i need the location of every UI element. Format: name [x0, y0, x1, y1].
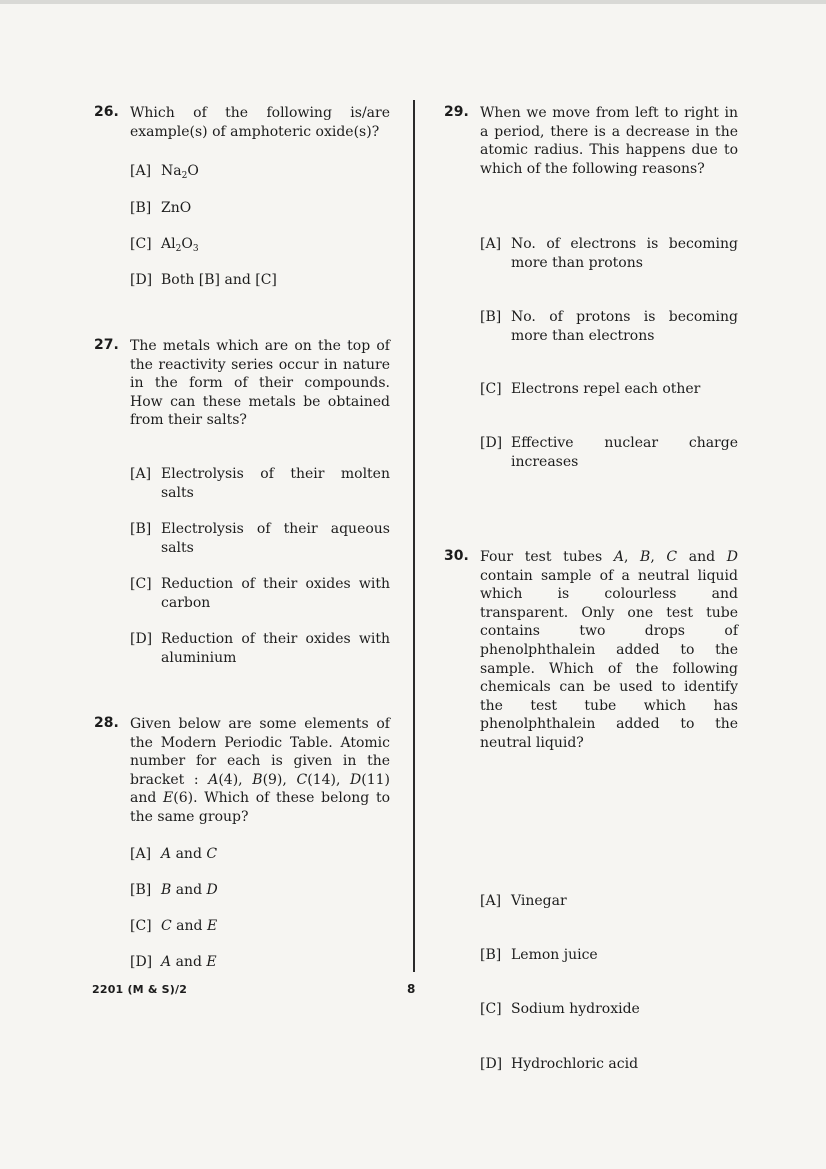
- question-text: Four test tubes A, B, C and D contain sample of a neutral liquid which is colourless and transparent. Only one test tube contains two drops of phenolphthalein added to the sample. Which of the following chemicals can be used to identify the test tube which has phenolphthalein added to the neutral liquid?: [480, 549, 738, 751]
- option-label: [C]: [130, 236, 152, 252]
- option-label: [A]: [130, 846, 152, 862]
- option-text: $Al_2O_3$: [161, 236, 199, 254]
- option-text: $Na_2O$: [161, 163, 199, 181]
- option-text: Reduction of their oxides with carbon: [161, 576, 390, 611]
- option-text: A and C: [161, 846, 218, 862]
- option-c[interactable]: [130, 575, 390, 612]
- booklet-code: 2201 (M & S)/2: [92, 983, 188, 996]
- option-label: [B]: [130, 882, 152, 898]
- option-text: A and E: [161, 954, 217, 970]
- option-label: [D]: [130, 954, 153, 970]
- option-a[interactable]: [130, 845, 390, 864]
- option-c[interactable]: [130, 235, 390, 254]
- option-label: [D]: [130, 631, 153, 647]
- option-d[interactable]: [480, 1055, 738, 1074]
- question-number: 29.: [444, 104, 469, 120]
- question-text: When we move from left to right in a period, there is a decrease in the atomic radius. This happens due to which of the following reasons?: [480, 105, 738, 177]
- option-d[interactable]: [480, 434, 738, 471]
- option-label: [B]: [480, 309, 502, 325]
- option-label: [D]: [480, 1056, 503, 1072]
- option-text: No. of electrons is becoming more than protons: [511, 236, 738, 271]
- option-d[interactable]: [130, 953, 390, 972]
- option-label: [A]: [480, 893, 502, 909]
- option-text: Sodium hydroxide: [511, 1001, 640, 1017]
- option-label: [C]: [480, 381, 502, 397]
- option-b[interactable]: [130, 199, 390, 218]
- option-d[interactable]: [130, 271, 390, 290]
- option-d[interactable]: [130, 630, 390, 667]
- option-a[interactable]: [480, 892, 738, 911]
- option-text: C and E: [161, 918, 218, 934]
- option-text: Electrolysis of their aqueous salts: [161, 521, 390, 556]
- option-text: Both [B] and [C]: [161, 272, 277, 288]
- option-b[interactable]: [480, 308, 738, 345]
- option-c[interactable]: [480, 1000, 738, 1019]
- question-text: Which of the following is/are example(s) of amphoteric oxide(s)?: [130, 105, 390, 140]
- question-27: [94, 337, 390, 666]
- option-a[interactable]: [480, 235, 738, 272]
- option-text: Electrolysis of their molten salts: [161, 466, 390, 501]
- option-a[interactable]: [130, 465, 390, 502]
- option-c[interactable]: [130, 917, 390, 936]
- page-top-edge: [0, 0, 826, 4]
- option-label: [D]: [480, 435, 503, 451]
- option-label: [A]: [130, 163, 152, 179]
- option-text: Reduction of their oxides with aluminium: [161, 631, 390, 666]
- option-label: [C]: [480, 1001, 502, 1017]
- option-label: [B]: [130, 521, 152, 537]
- option-label: [A]: [130, 466, 152, 482]
- page-number: 8: [407, 982, 416, 996]
- question-number: 27.: [94, 337, 119, 353]
- option-label: [A]: [480, 236, 502, 252]
- option-text: Vinegar: [511, 893, 567, 909]
- question-30: [444, 548, 738, 1072]
- option-label: [C]: [130, 918, 152, 934]
- option-c[interactable]: [480, 380, 738, 399]
- option-label: [B]: [130, 200, 152, 216]
- option-label: [D]: [130, 272, 153, 288]
- option-text: B and D: [161, 882, 218, 898]
- option-text: Electrons repel each other: [511, 381, 701, 397]
- question-26: [94, 104, 390, 288]
- option-text: Effective nuclear charge increases: [511, 435, 738, 470]
- question-number: 30.: [444, 548, 469, 564]
- option-text: No. of protons is becoming more than electrons: [511, 309, 738, 344]
- column-divider: [413, 100, 415, 972]
- question-text: Given below are some elements of the Modern Periodic Table. Atomic number for each is given in the bracket : A(4), B(9), C(14), D(11) and E(6). Which of these belong to the same group?: [130, 716, 391, 825]
- option-b[interactable]: [480, 946, 738, 965]
- question-number: 26.: [94, 104, 119, 120]
- question-28: [94, 715, 391, 970]
- option-b[interactable]: [130, 881, 390, 900]
- option-text: Lemon juice: [511, 947, 598, 963]
- question-29: [444, 104, 738, 470]
- option-label: [C]: [130, 576, 152, 592]
- option-a[interactable]: [130, 162, 390, 181]
- option-label: [B]: [480, 947, 502, 963]
- option-text: Hydrochloric acid: [511, 1056, 639, 1072]
- question-number: 28.: [94, 715, 119, 731]
- option-text: ZnO: [161, 200, 192, 216]
- question-text: The metals which are on the top of the reactivity series occur in nature in the form of their compounds. How can these metals be obtained from their salts?: [130, 338, 390, 429]
- option-b[interactable]: [130, 520, 390, 557]
